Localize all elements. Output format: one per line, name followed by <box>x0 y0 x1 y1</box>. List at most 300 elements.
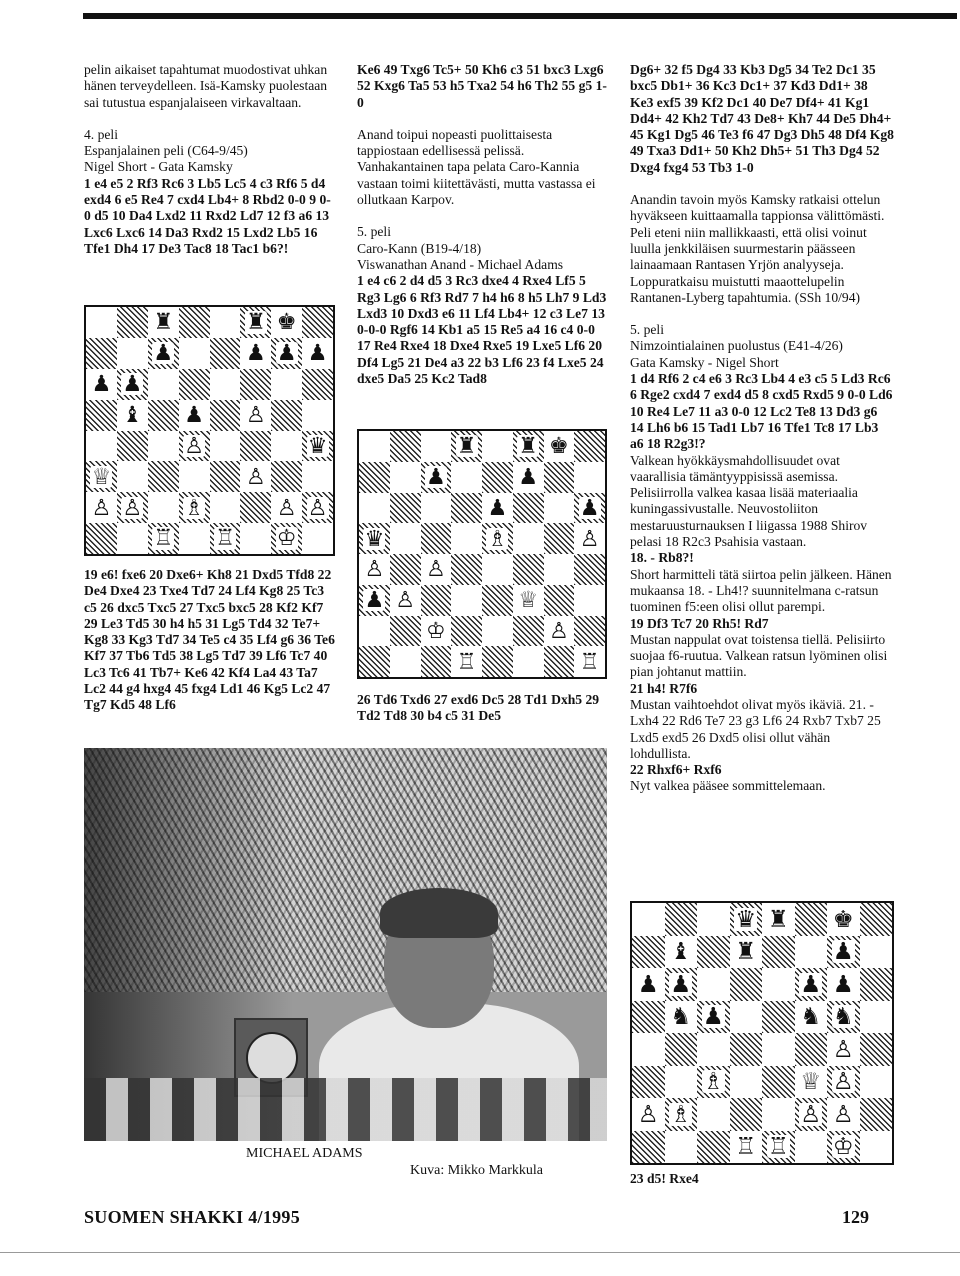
board-square <box>827 903 860 936</box>
white-pawn-icon: ♙ <box>800 1099 822 1128</box>
black-pawn-icon: ♟ <box>832 937 854 966</box>
board-square <box>762 903 795 936</box>
board-square <box>359 431 390 462</box>
intro-text: pelin aikaiset tapahtumat muodostivat uhkan hänen terveydelleen. Isä-Kamsky puolestaan sai tutustua espanjalaiseen virkavaltaan. <box>84 62 328 110</box>
board-square <box>513 493 544 524</box>
moves: 1 e4 e5 2 Rf3 Rc6 3 Lb5 Lc5 4 c3 Rf6 5 d4 exd4 6 e5 Re4 7 cxd4 Lb4+ 8 Rbd2 0-0 9 0-0 d5 10 Da4 Lxd2 11 Rxd2 Ld7 12 f3 a6 13 Lxc6 Lxc6 14 Da3 Rxd2 15 Lxd2 Lb5 16 Tfe1 Dh4 17 De3 Tac8 18 Tac1 b6?! <box>84 175 331 256</box>
board-square <box>240 369 271 400</box>
board-square <box>421 646 452 677</box>
board-square <box>117 523 148 554</box>
white-rook-icon: ♖ <box>767 1132 789 1161</box>
board-square <box>86 307 117 338</box>
board-square <box>482 493 513 524</box>
board-square <box>179 431 210 462</box>
board-square <box>148 523 179 554</box>
board-square <box>574 585 605 616</box>
moves: 1 d4 Rf6 2 c4 e6 3 Rc3 Lb4 4 e3 c5 5 Ld3 Rc6 6 Rge2 cxd4 7 exd4 d5 8 cxd5 Rxd5 9 0-0 Ld6 10 Re4 Le7 11 a3 0-0 12 Lc2 Te8 13 Dd3 g6 14 Lh6 b6 15 Tad1 Lb7 16 Tfe1 Tc8 17 Lb3 a6 18 R2g3!? <box>630 371 893 452</box>
board-square <box>117 369 148 400</box>
annotation: Nyt valkea pääsee sommittelemaan. <box>630 778 826 794</box>
board-square <box>451 493 482 524</box>
board-square <box>86 431 117 462</box>
chess-diagram-3 <box>630 901 894 1165</box>
board-square <box>421 554 452 585</box>
board-square <box>574 493 605 524</box>
board-square <box>302 369 333 400</box>
white-pawn-icon: ♙ <box>637 1099 659 1128</box>
board-square <box>860 1001 893 1034</box>
chess-diagram-2 <box>357 429 607 679</box>
board-square <box>240 307 271 338</box>
white-pawn-icon: ♙ <box>832 1034 854 1063</box>
black-king-icon: ♚ <box>832 904 854 933</box>
white-pawn-icon: ♙ <box>832 1099 854 1128</box>
move: 18. - Rb8?! <box>630 550 694 566</box>
board-square <box>390 493 421 524</box>
board-square <box>390 585 421 616</box>
black-knight-icon: ♞ <box>800 1002 822 1031</box>
black-knight-icon: ♞ <box>670 1002 692 1031</box>
board-square <box>544 493 575 524</box>
bottom-rule <box>0 1252 960 1253</box>
board-square <box>86 492 117 523</box>
board-square <box>827 1066 860 1099</box>
board-square <box>240 400 271 431</box>
board-square <box>762 1098 795 1131</box>
annotation: Valkean hyökkäysmahdollisuudet ovat vaarallisia tämäntyyppisissä asemissa. Pelisiirrolla valkea kasaa lisää materiaalia kuningassivustalle. Neuvostoliiton mestaruusturnauksen I liigassa 1988 Shirov pelasi 18 R2c3 Psahisia vastaan. <box>630 452 868 550</box>
board-square <box>86 400 117 431</box>
board-square <box>302 492 333 523</box>
board-square <box>117 492 148 523</box>
board-square <box>544 523 575 554</box>
players: Gata Kamsky - Nigel Short <box>630 354 779 370</box>
board-square <box>860 903 893 936</box>
comment: Anandin tavoin myös Kamsky ratkaisi ottelun hyväkseen kuittaamalla tappionsa välittömästi. Peli eteni niin mallikkaasti, että olisi voinut luulla jenkkiläisen suurmestarin päässeen lainaamaan Rantasen Yrjön analyyseja. Loppuratkaisu muistutti maaottelupelin Rantanen-Lyberg tapahtumia. (SSh 10/94) <box>630 192 885 305</box>
board-square <box>86 523 117 554</box>
board-square <box>697 1098 730 1131</box>
black-bishop-icon: ♝ <box>122 401 143 428</box>
board-square <box>179 400 210 431</box>
column-3 <box>630 62 894 795</box>
board-square <box>513 585 544 616</box>
white-pawn-icon: ♙ <box>395 587 416 614</box>
moves: 1 e4 c6 2 d4 d5 3 Rc3 dxe4 4 Rxe4 Lf5 5 Rg3 Lg6 6 Rf3 Rd7 7 h4 h6 8 h5 Lh7 9 Ld3 Lxd3 10 Dxd3 e6 11 Lf4 Lb4+ 12 c3 Le7 13 0-0-0 Rgf6 14 Kb1 a5 15 Re5 a4 16 c4 0-0 17 Re4 Rxe4 18 Dxe4 Rxe5 19 Lxe5 Lf6 20 Df4 Lg5 21 De4 a3 22 b3 Lf6 23 f4 Lxe5 24 dxe5 Da5 25 Kc2 Tad8 <box>357 273 607 387</box>
board-square <box>271 523 302 554</box>
black-pawn-icon: ♟ <box>184 401 205 428</box>
game-number: 4. peli <box>84 126 118 142</box>
board-square <box>697 936 730 969</box>
board-square <box>390 431 421 462</box>
board-square <box>359 585 390 616</box>
board-square <box>148 400 179 431</box>
white-bishop-icon: ♗ <box>487 525 508 552</box>
opening-name: Caro-Kann (B19-4/18) <box>357 240 482 256</box>
black-king-icon: ♚ <box>276 309 297 336</box>
board-square <box>179 523 210 554</box>
board-square <box>730 1001 763 1034</box>
board-square <box>574 554 605 585</box>
board-square <box>451 462 482 493</box>
board-square <box>827 936 860 969</box>
column-3b <box>630 1171 894 1187</box>
board-square <box>240 338 271 369</box>
board-square <box>665 1001 698 1034</box>
board-square <box>665 968 698 1001</box>
board-square <box>795 1033 828 1066</box>
white-pawn-icon: ♙ <box>245 463 266 490</box>
board-square <box>697 1131 730 1164</box>
move: 21 h4! R7f6 <box>630 680 698 696</box>
chess-diagram-1 <box>84 305 335 556</box>
page-number: 129 <box>842 1207 869 1227</box>
board-square <box>210 400 241 431</box>
board-square <box>632 1098 665 1131</box>
board-square <box>390 523 421 554</box>
board-square <box>359 646 390 677</box>
board-square <box>665 1098 698 1131</box>
chess-board-photo <box>84 1078 607 1141</box>
board-square <box>544 616 575 647</box>
board-square <box>117 400 148 431</box>
white-bishop-icon: ♗ <box>670 1099 692 1128</box>
board-square <box>482 616 513 647</box>
board-square <box>574 646 605 677</box>
board-square <box>117 461 148 492</box>
black-rook-icon: ♜ <box>735 937 757 966</box>
black-pawn-icon: ♟ <box>637 969 659 998</box>
moves: Ke6 49 Txg6 Tc5+ 50 Kh6 c3 51 bxc3 Lxg6 52 Kxg6 Ta5 53 h5 Txa2 54 h6 Th2 55 g5 1-0 <box>357 62 607 110</box>
board-square <box>762 1131 795 1164</box>
black-rook-icon: ♜ <box>245 309 266 336</box>
board-square <box>421 493 452 524</box>
board-square <box>827 1001 860 1034</box>
white-rook-icon: ♖ <box>456 648 477 675</box>
black-pawn-icon: ♟ <box>307 340 328 367</box>
board-square <box>665 1131 698 1164</box>
board-square <box>302 338 333 369</box>
opening-name: Nimzointialainen puolustus (E41-4/26) <box>630 338 843 354</box>
board-square <box>271 431 302 462</box>
board-square <box>421 616 452 647</box>
black-king-icon: ♚ <box>548 433 569 460</box>
annotation: Short harmitteli tätä siirtoa pelin jälkeen. Hänen mukaansa 18. - Lh4!? suunnitelmana c-ratsun tuominen f5:een olisi ollut parempi. <box>630 566 892 615</box>
black-rook-icon: ♜ <box>456 433 477 460</box>
annotation: Mustan nappulat ovat toistensa tiellä. Pelisiirto suojaa f6-ruutua. Valkean ratsun lyöminen olisi pian johtanut mattiin. <box>630 631 888 680</box>
top-rule <box>83 13 957 19</box>
board-square <box>359 554 390 585</box>
moves: 26 Td6 Txd6 27 exd6 Dc5 28 Td1 Dxh5 29 Td2 Td8 30 b4 c5 31 De5 <box>357 692 600 724</box>
board-square <box>513 616 544 647</box>
move: 23 d5! Rxe4 <box>630 1171 699 1186</box>
board-square <box>179 338 210 369</box>
white-bishop-icon: ♗ <box>702 1067 724 1096</box>
board-square <box>665 903 698 936</box>
black-pawn-icon: ♟ <box>579 494 600 521</box>
board-square <box>421 462 452 493</box>
board-square <box>302 461 333 492</box>
board-square <box>730 968 763 1001</box>
board-square <box>482 462 513 493</box>
white-queen-icon: ♕ <box>518 587 539 614</box>
black-bishop-icon: ♝ <box>670 937 692 966</box>
game-number: 5. peli <box>357 224 391 240</box>
board-square <box>482 431 513 462</box>
board-square <box>117 431 148 462</box>
board-square <box>632 1001 665 1034</box>
board-square <box>179 492 210 523</box>
board-square <box>271 307 302 338</box>
photo-michael-adams <box>84 748 607 1141</box>
board-square <box>148 431 179 462</box>
board-square <box>632 1033 665 1066</box>
board-square <box>421 585 452 616</box>
white-pawn-icon: ♙ <box>364 556 385 583</box>
board-square <box>302 400 333 431</box>
column-1b <box>84 567 335 714</box>
board-square <box>665 1066 698 1099</box>
white-queen-icon: ♕ <box>800 1067 822 1096</box>
board-square <box>451 646 482 677</box>
board-square <box>482 646 513 677</box>
white-pawn-icon: ♙ <box>548 617 569 644</box>
moves: 19 e6! fxe6 20 Dxe6+ Kh8 21 Dxd5 Tfd8 22 De4 Dxe4 23 Txe4 Td7 24 Lf4 Kg8 25 Tc3 c5 26 dxc5 Txc5 27 Txc5 bxc5 28 Kf2 Kf7 29 Le3 Td5 30 h4 h5 31 Lg5 Td4 32 Te7+ Kg8 33 Kg3 Td7 34 Te5 c4 35 Lf4 g6 36 Te6 Kf7 37 Tb6 Td5 38 Lg5 Td7 39 Lf6 Tc7 40 Lc3 Tc6 41 Tb7+ Ke6 42 Kf4 La4 43 Ta7 Lc2 44 g4 hxg4 45 fxg4 Ld1 46 Kg5 Lc2 47 Tg7 Kd5 48 Lf6 <box>84 567 335 713</box>
column-2 <box>357 62 607 387</box>
board-square <box>860 1131 893 1164</box>
black-queen-icon: ♛ <box>307 432 328 459</box>
board-square <box>210 307 241 338</box>
board-square <box>421 523 452 554</box>
black-pawn-icon: ♟ <box>153 340 174 367</box>
board-square <box>632 1066 665 1099</box>
board-square <box>451 431 482 462</box>
board-square <box>148 492 179 523</box>
white-pawn-icon: ♙ <box>122 494 143 521</box>
board-square <box>240 461 271 492</box>
board-square <box>390 616 421 647</box>
board-square <box>210 369 241 400</box>
white-king-icon: ♔ <box>425 617 446 644</box>
black-rook-icon: ♜ <box>767 904 789 933</box>
board-square <box>240 523 271 554</box>
black-pawn-icon: ♟ <box>800 969 822 998</box>
board-square <box>665 1033 698 1066</box>
black-rook-icon: ♜ <box>153 309 174 336</box>
board-square <box>730 903 763 936</box>
black-pawn-icon: ♟ <box>122 371 143 398</box>
board-square <box>544 431 575 462</box>
black-rook-icon: ♜ <box>518 433 539 460</box>
board-square <box>210 492 241 523</box>
board-square <box>117 307 148 338</box>
white-pawn-icon: ♙ <box>425 556 446 583</box>
board-square <box>697 1033 730 1066</box>
board-square <box>482 585 513 616</box>
board-square <box>390 646 421 677</box>
board-square <box>762 1001 795 1034</box>
board-square <box>697 968 730 1001</box>
white-bishop-icon: ♗ <box>184 494 205 521</box>
players: Nigel Short - Gata Kamsky <box>84 159 233 175</box>
moves: Dg6+ 32 f5 Dg4 33 Kb3 Dg5 34 Te2 Dc1 35 bxc5 Db1+ 36 Kc3 Dc1+ 37 Kd3 Dd1+ 38 Ke3 exf5 39 Kf2 Dc1 40 De7 Df4+ 41 Kg1 Dd4+ 42 Kh2 Td7 43 De8+ Kh7 44 De5 Dh4+ 45 Kg1 Dg5 46 Te3 f6 47 Dg3 Dh5 48 Df4 Kg8 49 Txa3 Dd1+ 50 Kh2 Dh5+ 51 Th3 Dg4 52 Dxg4 fxg4 53 Tb3 1-0 <box>630 62 894 175</box>
board-square <box>359 523 390 554</box>
column-2b <box>357 692 607 725</box>
board-square <box>451 523 482 554</box>
board-square <box>544 585 575 616</box>
board-square <box>574 462 605 493</box>
board-square <box>240 492 271 523</box>
black-pawn-icon: ♟ <box>245 340 266 367</box>
board-square <box>117 338 148 369</box>
board-square <box>795 903 828 936</box>
black-queen-icon: ♛ <box>364 525 385 552</box>
column-1 <box>84 62 335 257</box>
move: 19 Df3 Tc7 20 Rh5! Rd7 <box>630 615 769 631</box>
board-square <box>302 307 333 338</box>
board-square <box>271 338 302 369</box>
board-square <box>860 1033 893 1066</box>
white-king-icon: ♔ <box>832 1132 854 1161</box>
board-square <box>544 646 575 677</box>
board-square <box>513 462 544 493</box>
board-square <box>390 554 421 585</box>
white-pawn-icon: ♙ <box>276 494 297 521</box>
board-square <box>240 431 271 462</box>
board-square <box>697 1001 730 1034</box>
black-pawn-icon: ♟ <box>518 464 539 491</box>
board-square <box>860 968 893 1001</box>
board-square <box>513 646 544 677</box>
board-square <box>665 936 698 969</box>
white-rook-icon: ♖ <box>153 525 174 552</box>
white-queen-icon: ♕ <box>91 463 112 490</box>
board-square <box>179 369 210 400</box>
board-square <box>210 338 241 369</box>
board-square <box>148 307 179 338</box>
board-square <box>86 461 117 492</box>
white-king-icon: ♔ <box>276 525 297 552</box>
board-square <box>632 968 665 1001</box>
board-square <box>210 431 241 462</box>
move: 22 Rhxf6+ Rxf6 <box>630 762 722 778</box>
board-square <box>359 493 390 524</box>
board-square <box>795 1098 828 1131</box>
black-queen-icon: ♛ <box>735 904 757 933</box>
board-square <box>148 369 179 400</box>
board-square <box>860 1098 893 1131</box>
board-square <box>86 369 117 400</box>
board-square <box>86 338 117 369</box>
board-square <box>697 1066 730 1099</box>
annotation: Mustan vaihtoehdot olivat myös ikäviä. 21. - Lxh4 22 Rd6 Te7 23 g3 Lf6 24 Rxb7 Txb7 25 Lxd5 exd5 26 Dxd5 olisi ollut vähän lohdullista. <box>630 696 881 761</box>
black-pawn-icon: ♟ <box>364 587 385 614</box>
board-square <box>271 369 302 400</box>
white-rook-icon: ♖ <box>214 525 235 552</box>
board-square <box>730 936 763 969</box>
board-square <box>827 1131 860 1164</box>
white-pawn-icon: ♙ <box>91 494 112 521</box>
white-pawn-icon: ♙ <box>832 1067 854 1096</box>
board-square <box>795 1131 828 1164</box>
black-pawn-icon: ♟ <box>487 494 508 521</box>
board-square <box>860 1066 893 1099</box>
board-square <box>632 936 665 969</box>
board-square <box>762 936 795 969</box>
board-square <box>451 585 482 616</box>
black-knight-icon: ♞ <box>832 1002 854 1031</box>
white-pawn-icon: ♙ <box>184 432 205 459</box>
board-square <box>730 1066 763 1099</box>
board-square <box>148 461 179 492</box>
board-square <box>762 968 795 1001</box>
board-square <box>271 492 302 523</box>
white-rook-icon: ♖ <box>735 1132 757 1161</box>
board-square <box>795 1001 828 1034</box>
board-square <box>451 616 482 647</box>
board-square <box>632 903 665 936</box>
board-square <box>827 1098 860 1131</box>
board-square <box>632 1131 665 1164</box>
board-square <box>827 968 860 1001</box>
game-number: 5. peli <box>630 322 664 338</box>
board-square <box>730 1098 763 1131</box>
board-square <box>827 1033 860 1066</box>
comment: Anand toipui nopeasti puolittaisesta tappiostaan edellisessä pelissä. Vanhakantainen tapa pelata Caro-Kannia vastaan toimi kiitettävästi, mutta vastassa ei ollutkaan Karpov. <box>357 126 596 208</box>
players: Viswanathan Anand - Michael Adams <box>357 256 564 272</box>
board-square <box>544 554 575 585</box>
board-square <box>359 616 390 647</box>
board-square <box>730 1033 763 1066</box>
board-square <box>148 338 179 369</box>
board-square <box>762 1066 795 1099</box>
board-square <box>302 523 333 554</box>
board-square <box>390 462 421 493</box>
board-square <box>762 1033 795 1066</box>
black-pawn-icon: ♟ <box>702 1002 724 1031</box>
board-square <box>513 554 544 585</box>
board-square <box>697 903 730 936</box>
board-square <box>513 523 544 554</box>
white-pawn-icon: ♙ <box>579 525 600 552</box>
opening-name: Espanjalainen peli (C64-9/45) <box>84 143 248 159</box>
board-square <box>210 523 241 554</box>
white-pawn-icon: ♙ <box>307 494 328 521</box>
white-pawn-icon: ♙ <box>245 401 266 428</box>
board-square <box>574 616 605 647</box>
board-square <box>179 307 210 338</box>
board-square <box>513 431 544 462</box>
board-square <box>860 936 893 969</box>
board-square <box>179 461 210 492</box>
black-pawn-icon: ♟ <box>832 969 854 998</box>
board-square <box>451 554 482 585</box>
board-square <box>795 936 828 969</box>
board-square <box>210 461 241 492</box>
magazine-name: SUOMEN SHAKKI 4/1995 <box>84 1207 301 1227</box>
board-square <box>544 462 575 493</box>
board-square <box>795 968 828 1001</box>
photo-caption: MICHAEL ADAMS <box>246 1146 363 1161</box>
board-square <box>271 400 302 431</box>
board-square <box>574 523 605 554</box>
black-pawn-icon: ♟ <box>91 371 112 398</box>
black-pawn-icon: ♟ <box>276 340 297 367</box>
board-square <box>574 431 605 462</box>
board-square <box>271 461 302 492</box>
white-rook-icon: ♖ <box>579 648 600 675</box>
board-square <box>302 431 333 462</box>
board-square <box>730 1131 763 1164</box>
player-hair <box>380 888 498 938</box>
board-square <box>482 554 513 585</box>
